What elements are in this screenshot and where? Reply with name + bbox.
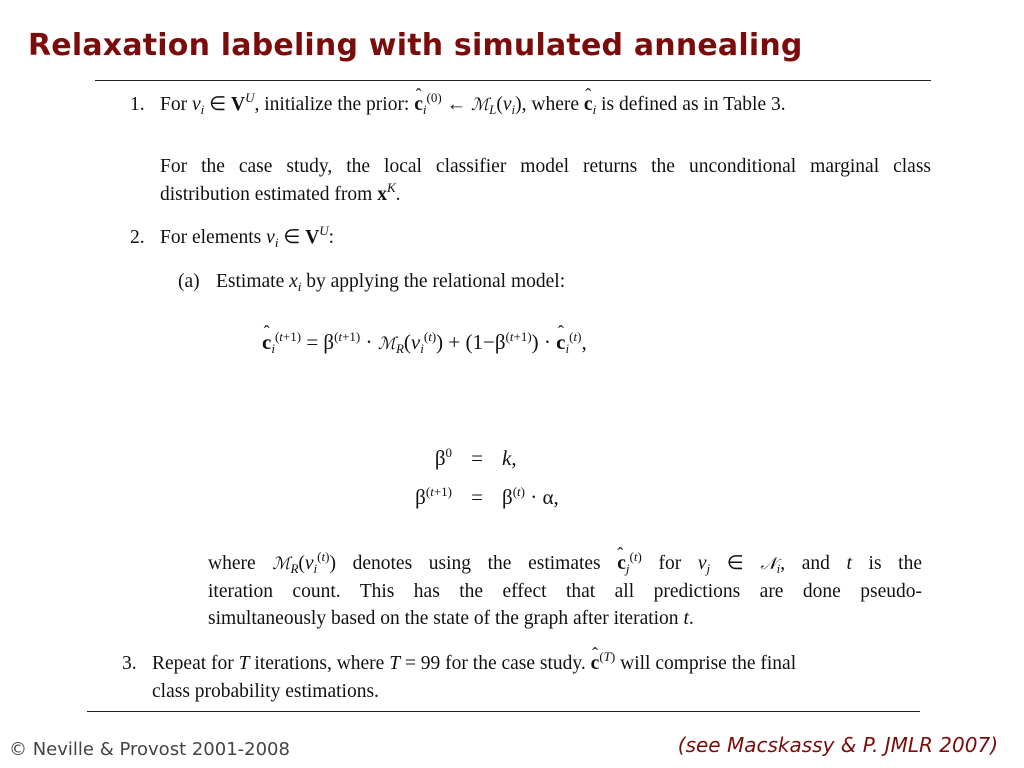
- step-1-text: For $v_i$ ∈ $V^U$, initialize the prior: ˆ $c_i^{(0)}$ ← $ℳ_L(v_i)$, where ˆ $c_i$ is defined as in Table 3.: [160, 92, 786, 118]
- citation: (see Macskassy & P. JMLR 2007): [677, 733, 998, 757]
- step-3-line-2: class probability estimations.: [152, 681, 379, 702]
- step-2-number: 2.: [130, 227, 145, 248]
- explanation-line-2: iteration count. This has the effect that all predictions are done pseudo-: [208, 581, 922, 602]
- update-equation: ˆ $c_i^{(t+1)} = \beta^{(t+1)}$ · $ℳ_R(v_i^{(t)}) + (1-\beta^{(t+1)})$ · ˆ $c_i^{(t)}$,: [262, 329, 587, 357]
- step-1-note-line-1: For the case study, the local classifier model returns the unconditional marginal class: [160, 156, 931, 177]
- explanation-line-3: simultaneously based on the state of the graph after iteration t.: [208, 608, 694, 629]
- step-1-note-line-2: distribution estimated from $x^K$.: [160, 180, 401, 205]
- step-1-number: 1.: [130, 94, 145, 115]
- schedule-row-2: $\beta^{(t+1)} = \beta^{(t)} \cdot \alpha$,: [415, 484, 559, 509]
- step-3-number: 3.: [122, 653, 137, 674]
- top-divider: [95, 80, 931, 81]
- step-2a-label: (a): [178, 271, 200, 292]
- schedule-row-1: $\beta^0 = k$,: [434, 445, 517, 470]
- copyright-notice: © Neville & Provost 2001-2008: [9, 739, 290, 760]
- explanation-line-1: where $ℳ_R(v_i^{(t)})$ denotes using the estimates ˆ $c_j^{(t)}$ for $v_j$ ∈ 𝒩$_i$, and t is the: [208, 551, 922, 577]
- step-2a-text: Estimate $x_i$ by applying the relational model:: [216, 271, 566, 294]
- step-2-text: For elements $v_i$ ∈ $V^U$:: [160, 223, 335, 250]
- bottom-divider: [87, 711, 920, 712]
- step-3-line-1: Repeat for T iterations, where T = 99 for the case study. ˆ $c^{(T)}$ will comprise the final: [152, 651, 796, 677]
- slide-title: Relaxation labeling with simulated annealing: [28, 28, 803, 63]
